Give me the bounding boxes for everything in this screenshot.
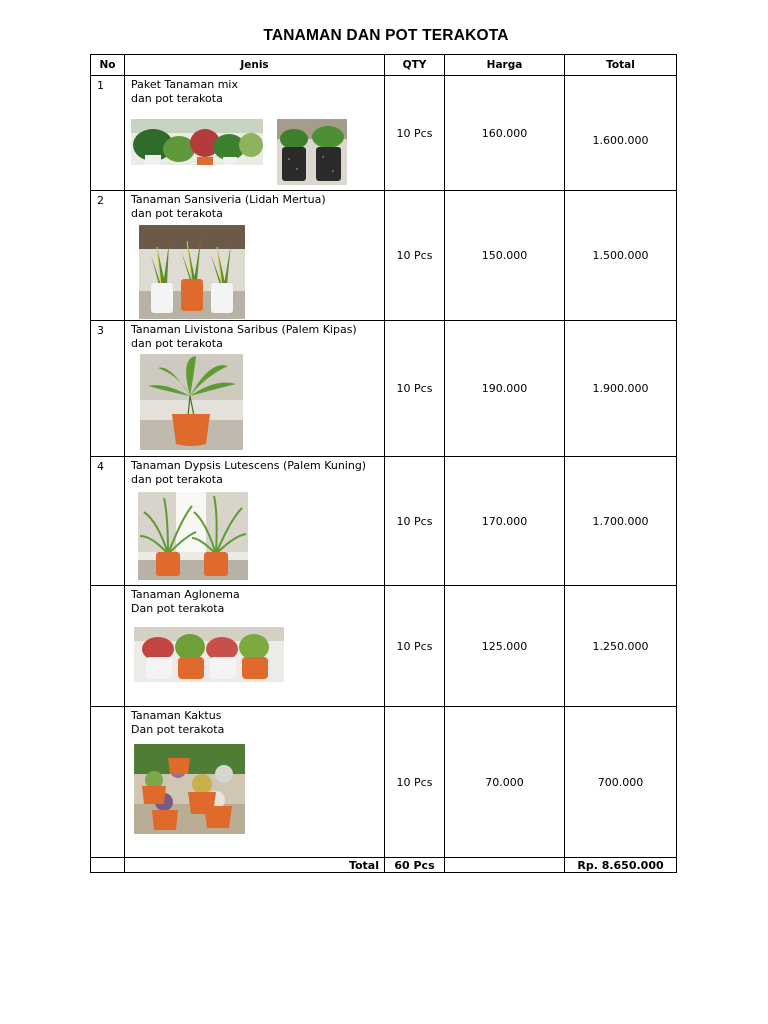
header-qty: QTY [385,55,445,76]
product-pot: dan pot terakota [131,337,223,350]
document-title: TANAMAN DAN POT TERAKOTA [263,27,509,44]
mixed-plants-photo [131,119,263,185]
row-total: 1.250.000 [565,586,677,707]
product-pot: dan pot terakota [131,473,223,486]
table-row [91,321,677,457]
total-qty: 60 Pcs [385,858,445,873]
aglaonema-photo [134,627,284,682]
product-name: Paket Tanaman mix [131,78,238,91]
row-total: 1.700.000 [565,457,677,586]
row-qty: 10 Pcs [385,457,445,586]
row-no: 3 [91,321,125,457]
row-qty: 10 Pcs [385,321,445,457]
table-row [91,76,677,191]
row-total: 1.500.000 [565,191,677,321]
row-jenis [125,457,385,586]
row-no: 2 [91,191,125,321]
row-total: 1.600.000 [565,76,677,191]
row-harga: 150.000 [445,191,565,321]
row-no: 1 [91,76,125,191]
row-jenis [125,321,385,457]
row-total: 700.000 [565,707,677,858]
header-no: No [91,55,125,76]
row-harga: 125.000 [445,586,565,707]
table-row [91,707,677,858]
row-harga: 170.000 [445,457,565,586]
black-pots-photo [277,119,347,185]
header-jenis: Jenis [125,55,385,76]
sansevieria-photo [139,225,245,319]
product-name: Tanaman Aglonema [131,588,240,601]
row-no [91,707,125,858]
row-total: 1.900.000 [565,321,677,457]
product-pot: dan pot terakota [131,92,223,105]
product-name: Tanaman Livistona Saribus (Palem Kipas) [131,323,357,336]
table-row [91,457,677,586]
product-pot: Dan pot terakota [131,723,225,736]
total-row-no [91,858,125,873]
product-name: Tanaman Sansiveria (Lidah Mertua) [131,193,326,206]
product-pot: dan pot terakota [131,207,223,220]
total-label: Total [125,858,385,873]
row-qty: 10 Pcs [385,76,445,191]
header-total: Total [565,55,677,76]
row-jenis [125,707,385,858]
livistona-palm-photo [140,354,243,450]
total-row [91,858,677,873]
row-no: 4 [91,457,125,586]
cactus-photo [134,744,245,834]
row-no [91,586,125,707]
row-qty: 10 Pcs [385,191,445,321]
table-row [91,586,677,707]
row-harga: 70.000 [445,707,565,858]
header-harga: Harga [445,55,565,76]
areca-palm-photo [138,492,248,580]
row-jenis [125,191,385,321]
row-jenis [125,586,385,707]
product-pot: Dan pot terakota [131,602,225,615]
price-table [90,54,677,873]
grand-total: Rp. 8.650.000 [565,858,677,873]
product-name: Tanaman Dypsis Lutescens (Palem Kuning) [131,459,367,472]
row-harga: 160.000 [445,76,565,191]
row-qty: 10 Pcs [385,586,445,707]
total-harga [445,858,565,873]
product-name: Tanaman Kaktus [131,709,222,722]
table-row [91,191,677,321]
table-header-row [91,55,677,76]
row-qty: 10 Pcs [385,707,445,858]
row-jenis [125,76,385,191]
row-harga: 190.000 [445,321,565,457]
